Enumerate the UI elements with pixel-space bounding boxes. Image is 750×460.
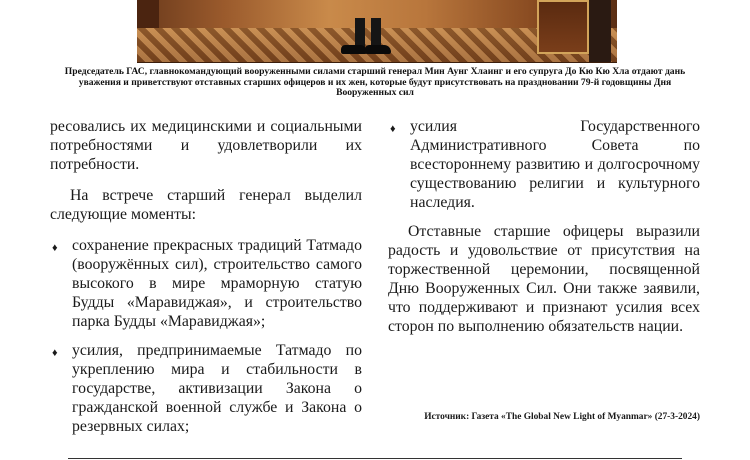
wooden-cabinet [537,0,589,54]
bottom-rule [68,458,682,459]
bullet-item [50,341,362,436]
paragraph: Отставные старшие офицеры выразили радость и удовольствие от присутствия на торжественной церемонии, посвященной Дню Вооруженных Сил. Они также заявили, что поддерживают и признают усилия всех сторон по выполнению обязательств нации. [388,223,700,335]
diamond-bullet-icon: ♦ [52,242,58,254]
article-photo [137,0,617,63]
bullet-text: сохранение прекрасных традиций Татмадо (вооружённых сил), строительство самого высокого в мире мраморную статую Будды «Маравиджая», и строительство парка Будды «Маравиджая»; [72,237,362,330]
person-figure [589,0,611,62]
right-column [388,117,700,348]
person-legs [347,16,397,56]
paragraph: ресовались их медицинскими и социальными потребностями и удовлетворили их потребности. [50,118,362,173]
source-citation: Источник: Газета «The Global New Light of Myanmar» (27-3-2024) [424,412,700,422]
shoe-icon [341,45,367,54]
bullet-text: усилия, предпринимаемые Татмадо по укреплению мира и стабильности в государстве, активизации Закона о гражданской военной службе и Закона о резервных силах; [72,342,362,435]
bullet-text: усилия Государственного Административного Совета по всестороннему развитию и долгосрочному существованию религии и культурного наследия. [410,118,700,211]
photo-caption: Председатель ГАС, главнокомандующий вооруженными силами старший генерал Мин Аунг Хлаинг и его супруга До Кю Кю Хла отдают дань уважения и приветствуют отставных старших офицеров и их жен, которые будут присутствовать на праздновании 79-й годовщины Дня Вооруженных сил [64,66,686,98]
bullet-item [388,117,700,212]
bullet-item [50,236,362,331]
shoe-icon [365,45,391,54]
diamond-bullet-icon: ♦ [390,123,396,135]
left-column [50,117,362,446]
diamond-bullet-icon: ♦ [52,347,58,359]
paragraph: На встрече старший генерал выделил следующие моменты: [50,187,362,223]
